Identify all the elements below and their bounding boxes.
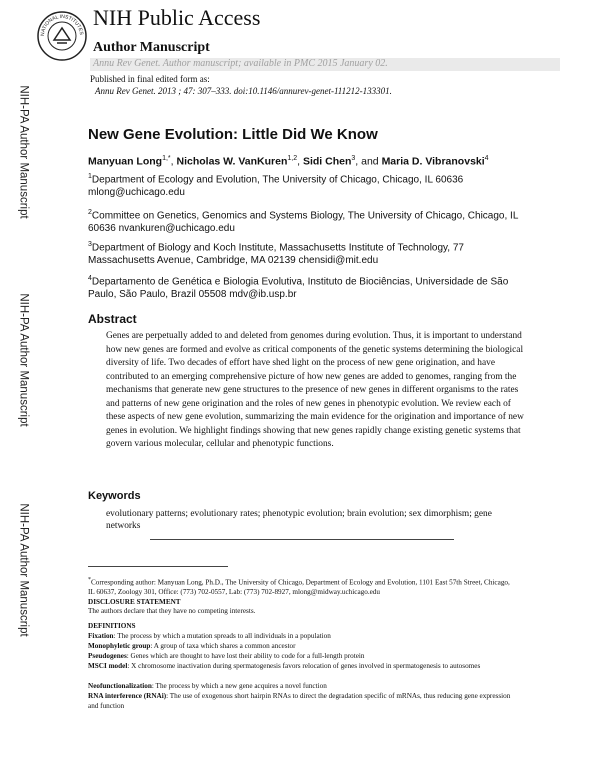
citation: Annu Rev Genet. 2013 ; 47: 307–333. doi:10.1146/annurev-genet-111212-133301.: [95, 86, 392, 96]
definition-item: Pseudogenes: Genes which are thought to have lost their ability to code for a full-length protein: [88, 652, 365, 660]
side-label-1: NIH-PA Author Manuscript: [18, 85, 30, 219]
side-label-2: NIH-PA Author Manuscript: [18, 293, 30, 427]
definition-item: RNA interference (RNAi): The use of exogenous short hairpin RNAs to direct the degradation specific of mRNAs, thus reducing gene expression and function: [88, 692, 511, 710]
definition-item: MSCI model: X chromosome inactivation during spermatogenesis favors relocation of genes involved in spermatogenesis to autosomes: [88, 662, 481, 670]
published-line: Published in final edited form as:: [90, 74, 210, 84]
keywords-heading: Keywords: [88, 490, 141, 502]
nih-logo: [36, 10, 88, 62]
affiliation: $^1$Department of Ecology and Evolution, The University of Chicago, Chicago, IL 60636 mlong@uchicago.edu: [88, 173, 464, 199]
header-title: NIH Public Access: [93, 5, 261, 30]
author-name: Maria D. Vibranovski: [381, 155, 485, 168]
disclosure-heading: DISCLOSURE STATEMENT: [88, 598, 181, 606]
side-label-3: NIH-PA Author Manuscript: [18, 503, 30, 637]
definition-item: Monophyletic group: A group of taxa which shares a common ancestor: [88, 642, 296, 650]
footnote-divider: [88, 566, 228, 567]
abstract-heading: Abstract: [88, 312, 137, 326]
divider: [150, 539, 454, 540]
affiliation: $^2$Committee on Genetics, Genomics and Systems Biology, The University of Chicago, Chicago, IL 60636 nvankuren@uchicago.edu: [88, 209, 519, 235]
author-list: Manyuan Long$^{1,*}$, Nicholas W. VanKuren$^{1,2}$, Sidi Chen$^3$, and Maria D. Vibranovski$^4$: [88, 155, 489, 168]
keywords-text: evolutionary patterns; evolutionary rates; phenotypic evolution; brain evolution; sex dimorphism; gene networks: [106, 509, 492, 531]
affiliation: $^4$Departamento de Genética e Biologia Evolutiva, Instituto de Biociências, Universidade de São Paulo, São Paulo, Brazil 05508 mdv@ib.usp.br: [88, 275, 509, 301]
definition-item: Neofunctionalization: The process by which a new gene acquires a novel function: [88, 682, 327, 690]
author-name: Manyuan Long: [88, 155, 163, 168]
article-title: New Gene Evolution: Little Did We Know: [88, 126, 378, 143]
header-bar-text: Annu Rev Genet. Author manuscript; available in PMC 2015 January 02.: [93, 58, 388, 69]
abstract-text: Genes are perpetually added to and deleted from genomes during evolution. Thus, it is important to understand how new genes are formed and evolve as critical components of the genetic systems determining the biological diversity of life. Two decades of effort have shed light on the process of new gene origination, and have contributed to an emerging comprehensive picture of how new genes are added to genomes, ranging from the mechanisms that generate new gene structures to the presence of new genes in different organisms to the rates and patterns of new gene origination and the roles of new genes in phenotypic evolution. We review each of these aspects of new gene evolution, summarizing the main evidence for the origination and importance of new genes in evolution. We highlight findings showing that new genes rapidly change existing genetic systems that govern various molecular, cellular and phenotypic functions.: [106, 331, 524, 449]
definitions-heading: DEFINITIONS: [88, 622, 136, 630]
header-subtitle: Author Manuscript: [93, 40, 210, 55]
definition-item: Fixation: The process by which a mutation spreads to all individuals in a population: [88, 632, 331, 640]
affiliation: $^3$Department of Biology and Koch Institute, Massachusetts Institute of Technology, 77 Massachusetts Avenue, Cambridge, MA 02139 chensidi@mit.edu: [88, 241, 464, 267]
svg-text:NATIONAL INSTITUTES OF HEALTH: NATIONAL INSTITUTES: [39, 13, 85, 37]
corresponding-footnote: *Corresponding author: Manyuan Long, Ph.D., The University of Chicago, Department of Ecology and Evolution, 1101 East 57th Street, Chicago, IL 60637, Zoology 301, Office: (773) 702-0557, Lab: (773) 702-8927, mlong@midway.uchicago.edu: [88, 577, 510, 597]
author-name: Nicholas W. VanKuren: [176, 155, 288, 168]
disclosure-text: The authors declare that they have no competing interests.: [88, 607, 256, 615]
author-name: Sidi Chen: [302, 155, 352, 168]
